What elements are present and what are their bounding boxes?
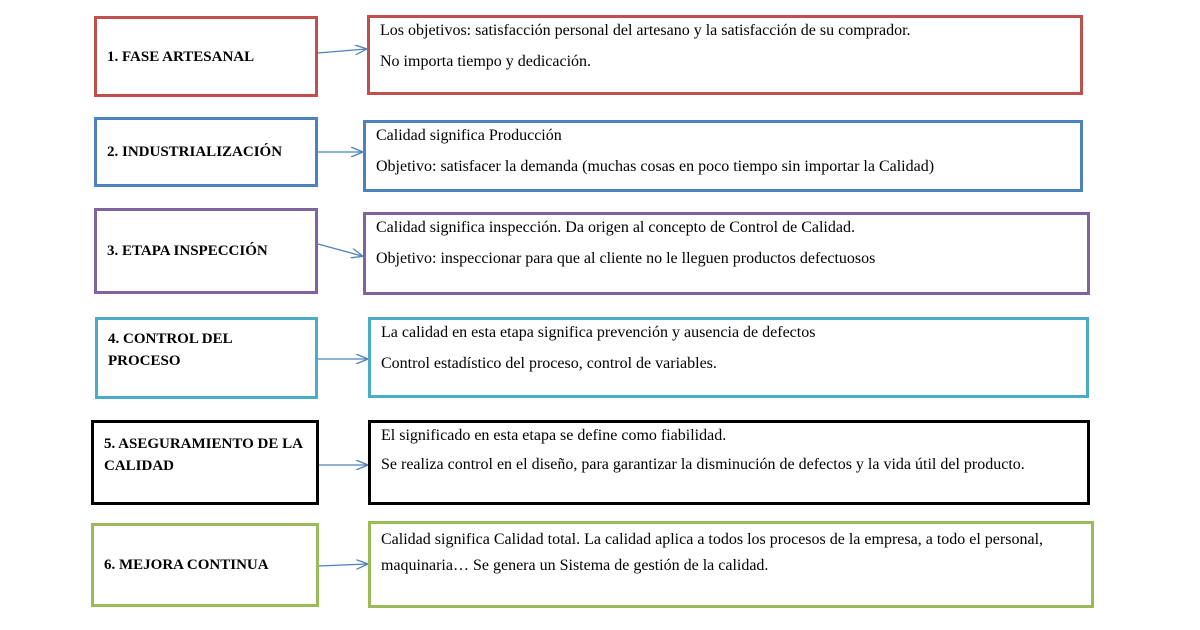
stage-2-line-1: Calidad significa Producción [376, 127, 562, 144]
stage-2-label: 2. INDUSTRIALIZACIÓN [107, 144, 283, 160]
stage-3-line-1: Calidad significa inspección. Da origen al concepto de Control de Calidad. [376, 219, 855, 236]
stage-1-label: 1. FASE ARTESANAL [107, 48, 255, 65]
stage-3-label: 3. ETAPA INSPECCIÓN [107, 243, 268, 259]
arrow-stage-3 [318, 244, 362, 256]
stage-5-label: 5. ASEGURAMIENTO DE LA CALIDAD [104, 436, 303, 474]
stage-4-line-1: La calidad en esta etapa significa prevención y ausencia de defectos [381, 324, 816, 341]
stage-1-line-1: Los objetivos: satisfacción personal del artesano y la satisfacción de su comprador. [380, 22, 911, 39]
stage-3-line-2: Objetivo: inspeccionar para que al cliente no le lleguen productos defectuosos [376, 250, 876, 267]
stage-5-line-2: Se realiza control en el diseño, para garantizar la disminución de defectos y la vida útil del producto. [381, 456, 1025, 473]
stage-5-line-1: El significado en esta etapa se define como fiabilidad. [381, 427, 727, 444]
stage-4-label: 4. CONTROL DEL PROCESO [108, 331, 232, 369]
stage-4-line-2: Control estadístico del proceso, control de variables. [381, 355, 717, 372]
arrow-stage-1 [318, 49, 366, 53]
arrow-stage-6 [319, 564, 367, 566]
stage-6-line-1: Calidad significa Calidad total. La calidad aplica a todos los procesos de la empresa, a todo el personal, maquinaria… Se genera un Sistema de gestión de la calidad. [381, 531, 1044, 574]
stage-1-line-2: No importa tiempo y dedicación. [380, 53, 592, 70]
stage-6-label: 6. MEJORA CONTINUA [104, 557, 269, 573]
stage-2-line-2: Objetivo: satisfacer la demanda (muchas cosas en poco tiempo sin importar la Calidad) [376, 158, 935, 175]
